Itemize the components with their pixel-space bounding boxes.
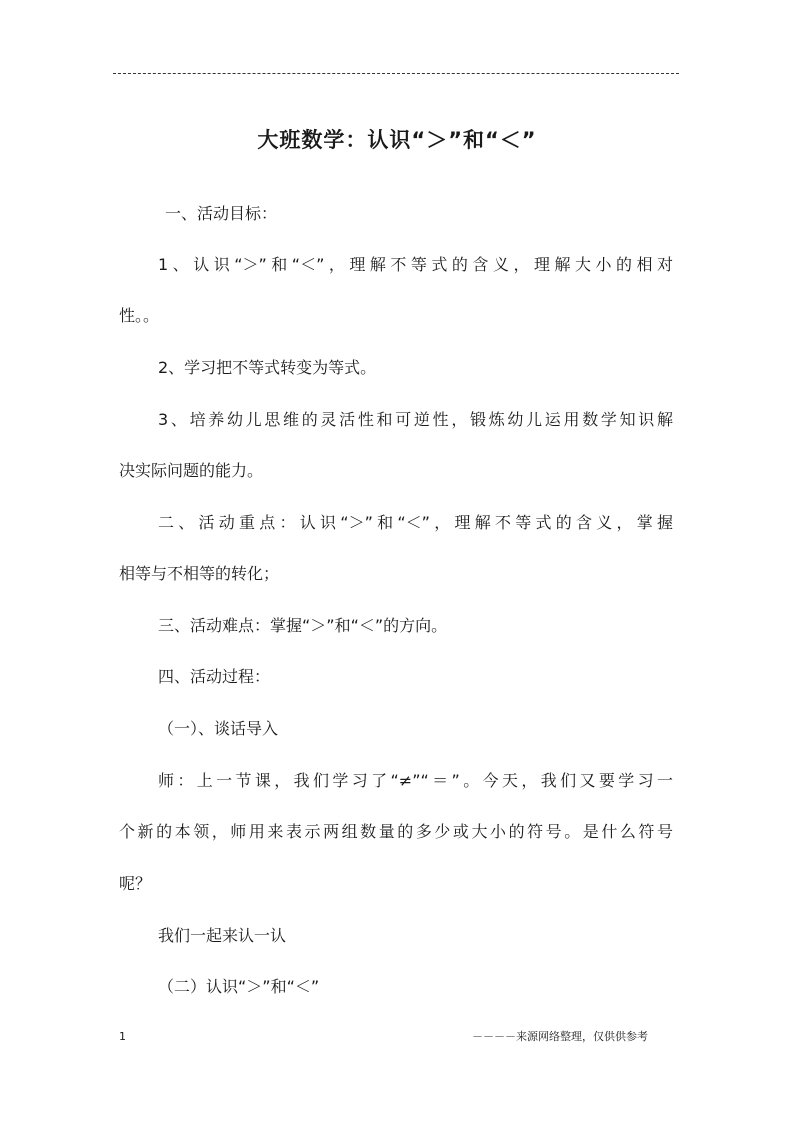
difficulty: 三、活动难点：掌握“＞”和“＜”的方向。	[158, 616, 448, 635]
goal-1-line-1: 1、认识“＞”和“＜”，理解不等式的含义，理解大小的相对	[158, 255, 673, 274]
goal-2: 2、学习把不等式转变为等式。	[158, 358, 377, 377]
document-title: 大班数学：认识“＞”和“＜”	[257, 128, 537, 152]
goal-1-line-2: 性。。	[119, 306, 160, 325]
section-heading-process: 四、活动过程：	[158, 667, 271, 686]
goal-3-line-1: 3、培养幼儿思维的灵活性和可逆性，锻炼幼儿运用数学知识解	[158, 410, 673, 429]
header-dashed-rule	[113, 73, 679, 74]
section-heading-goals: 一、活动目标：	[165, 204, 278, 223]
recognize-together: 我们一起来认一认	[158, 926, 287, 945]
subsection-recognize: （二）认识“＞”和“＜”	[158, 977, 320, 996]
subsection-intro: （一）、谈话导入	[158, 719, 279, 738]
goal-3-line-2: 决实际问题的能力。	[119, 461, 264, 480]
teacher-line-2: 个新的本领，师用来表示两组数量的多少或大小的符号。是什么符号	[119, 822, 673, 841]
page-number: 1	[119, 1030, 126, 1043]
key-point-line-2: 相等与不相等的转化；	[119, 564, 280, 583]
key-point-line-1: 二、活动重点：认识“＞”和“＜”，理解不等式的含义，掌握	[158, 513, 673, 532]
footer-source-note: －－－－来源网络整理，仅供供参考	[472, 1030, 648, 1043]
teacher-line-1: 师：上一节课，我们学习了“≠”“＝”。今天，我们又要学习一	[158, 771, 673, 790]
teacher-line-3: 呢？	[119, 874, 152, 893]
